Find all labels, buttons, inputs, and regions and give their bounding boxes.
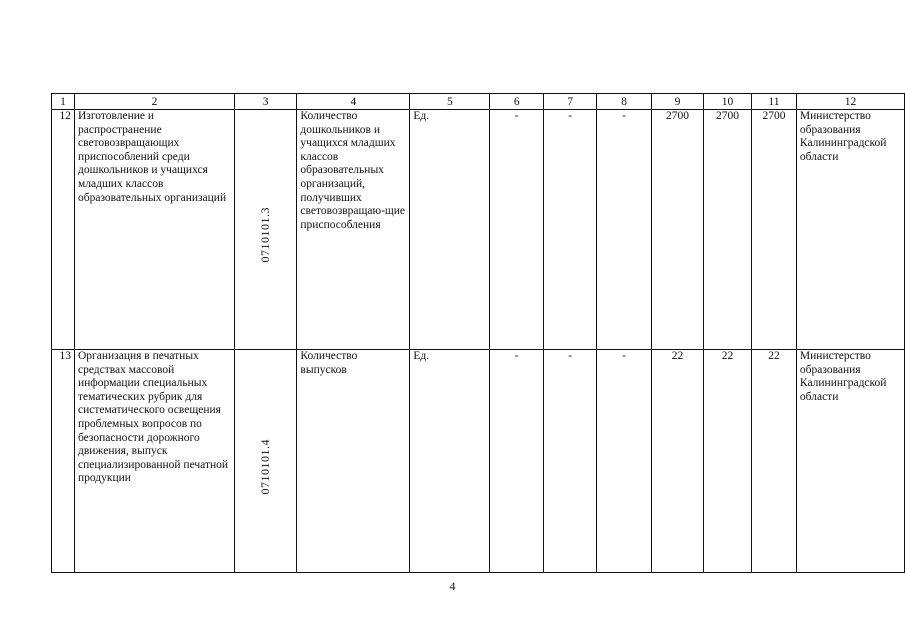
- value-cell: -: [597, 350, 652, 573]
- code-cell: [234, 350, 297, 573]
- col-header: 6: [490, 94, 544, 110]
- unit-cell: Ед.: [410, 350, 490, 573]
- indicator-cell: Количество выпусков: [297, 350, 410, 573]
- value-cell: -: [490, 350, 544, 573]
- code-cell: [234, 110, 297, 350]
- value-cell: 2700: [751, 110, 796, 350]
- indicator-cell: Количество дошкольников и учащихся младших классов образовательных организаций, получивших световозвращаю-щие приспособления: [297, 110, 410, 350]
- value-cell: -: [490, 110, 544, 350]
- col-header: 8: [597, 94, 652, 110]
- col-header: 1: [52, 94, 75, 110]
- col-header: 12: [796, 94, 904, 110]
- col-header: 7: [544, 94, 597, 110]
- activity-cell: Изготовление и распространение световозвращающих приспособлений среди дошкольников и учащихся младших классов образовательных организаций: [74, 110, 234, 350]
- page-number: 4: [449, 579, 456, 593]
- value-cell: 22: [703, 350, 751, 573]
- program-table: [51, 93, 905, 573]
- row-number: 12: [52, 110, 75, 350]
- col-header: 3: [234, 94, 297, 110]
- value-cell: 2700: [703, 110, 751, 350]
- value-cell: -: [544, 350, 597, 573]
- value-cell: 22: [652, 350, 704, 573]
- value-cell: 2700: [652, 110, 704, 350]
- table-row: [52, 110, 905, 350]
- unit-cell: Ед.: [410, 110, 490, 350]
- header-row: [52, 94, 905, 110]
- col-header: 4: [297, 94, 410, 110]
- col-header: 11: [751, 94, 796, 110]
- table-row: [52, 350, 905, 573]
- col-header: 2: [74, 94, 234, 110]
- executor-cell: Министерство образования Калининградской области: [796, 110, 904, 350]
- col-header: 5: [410, 94, 490, 110]
- value-cell: -: [544, 110, 597, 350]
- code-text: 0710101.3: [257, 207, 272, 263]
- col-header: 10: [703, 94, 751, 110]
- row-number: 13: [52, 350, 75, 573]
- code-text: 0710101.4: [257, 439, 272, 495]
- col-header: 9: [652, 94, 704, 110]
- activity-cell: Организация в печатных средствах массовой информации специальных тематических рубрик для систематического освещения проблемных вопросов по безопасности дорожного движения, выпуск специализированной печатной продукции: [74, 350, 234, 573]
- executor-cell: Министерство образования Калининградской области: [796, 350, 904, 573]
- value-cell: -: [597, 110, 652, 350]
- value-cell: 22: [751, 350, 796, 573]
